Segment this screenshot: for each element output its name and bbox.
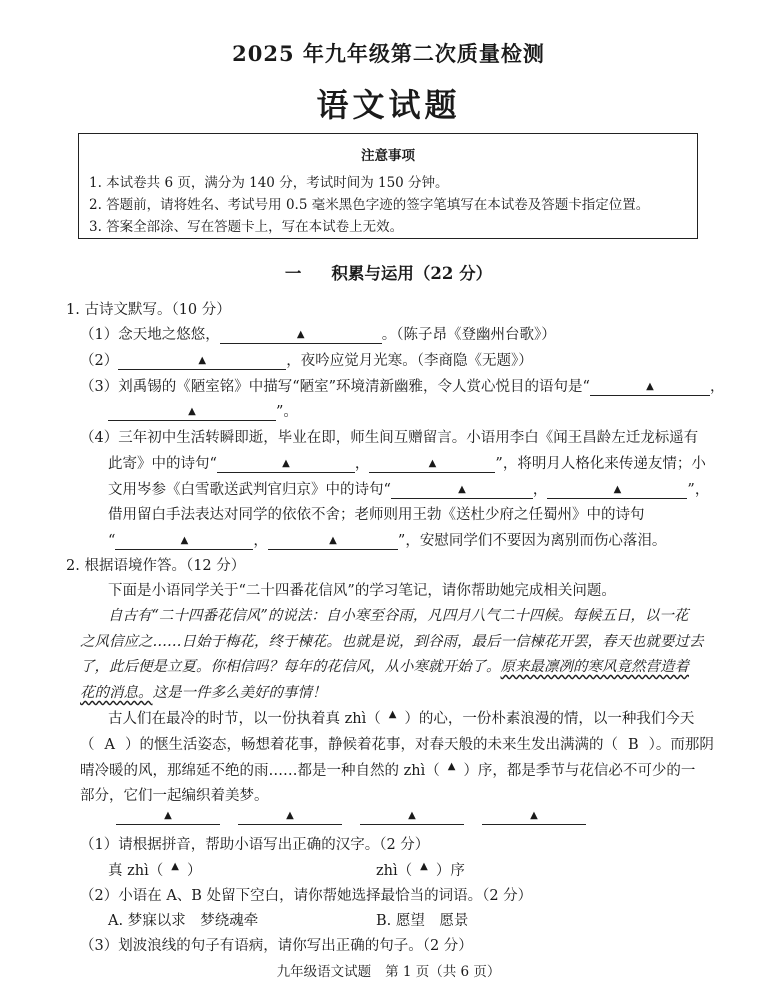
q1-p1-text: （1）念天地之悠悠， (80, 327, 220, 343)
blank-triangle-icon: ▲ (458, 484, 466, 495)
answer-blank[interactable] (360, 808, 464, 825)
q2-sub2-option-b[interactable]: B. 愿望 愿景 (376, 913, 469, 929)
q1-part1 (80, 323, 556, 344)
q2-sub2: （2）小语在 A、B 处留下空白，请你帮她选择最恰当的词语。（2 分） (80, 888, 533, 904)
answer-blank[interactable] (116, 808, 220, 825)
blank-triangle-icon: ▲ (408, 810, 416, 821)
q2-para1-line3 (80, 655, 689, 676)
notice-item-2: 2. 答题前，请将姓名、考试号用 0.5 毫米黑色字迹的签字笔填写在本试卷及答题卡指定位置。 (89, 197, 650, 213)
q2-sub2-option-a[interactable]: A. 梦寐以求 梦绕魂牵 (108, 913, 259, 929)
q2-para1-line2: 之风信应之……日始于梅花，终于楝花。也就是说，到谷雨，最后一信楝花开罢，春天也就要过去 (80, 634, 704, 650)
section-title: 积累与运用（22 分） (331, 264, 493, 283)
answer-blank[interactable] (369, 456, 495, 473)
q1-p3-text: （3）刘禹锡的《陋室铭》中描写“陋室”环境清新幽雅，令人赏心悦目的语句是“ (80, 379, 590, 395)
q1-p4-text: 此寄》中的诗句“ (108, 456, 217, 472)
punct: ”， (687, 482, 710, 498)
section-number: 一 (284, 264, 302, 283)
notice-item-3: 3. 答案全部涂、写在答题卡上，写在本试卷上无效。 (89, 219, 404, 235)
q2-para2-line3 (80, 759, 695, 780)
q1-part4-line3 (108, 478, 709, 499)
q1-p4-text: ”，将明月人格化来传递友情；小 (495, 456, 706, 472)
blank-triangle-icon: ▲ (613, 484, 622, 495)
blank-triangle-icon: ▲ (296, 329, 305, 340)
q1-part4-line5 (108, 529, 666, 550)
answer-blank[interactable] (238, 808, 342, 825)
q2-para2-line4: 部分，它们一起编织着美梦。 (80, 788, 269, 804)
q2-sub3: （3）划波浪线的句子有语病，请你写出正确的句子。（2 分） (80, 938, 473, 954)
q1-part2 (80, 349, 533, 370)
subject-title: 语文试题 (316, 86, 461, 124)
q1-p4-text: ”，安慰同学们不要因为离别而伤心落泪。 (397, 533, 667, 549)
pinyin-prompt: 真 zhì（ (108, 863, 164, 879)
blank-triangle-icon: ▲ (286, 810, 294, 821)
q2-para2-line1 (108, 707, 694, 728)
blank-triangle-icon: ▲ (447, 761, 456, 772)
q2-intro: 下面是小语同学关于“二十四番花信风”的学习笔记，请你帮助她完成相关问题。 (108, 583, 616, 599)
blank-label-a: A (104, 737, 115, 753)
q1-part4-line1: （4）三年初中生活转瞬即逝，毕业在即，师生间互赠留言。小语用李白《闻王昌龄左迁龙标遥有 (80, 430, 699, 446)
q1-part4-line4: 借用留白手法表达对同学的依依不舍；老师则用王勃《送杜少府之任蜀州》中的诗句 (108, 507, 645, 523)
blank-triangle-icon: ▲ (198, 355, 207, 366)
footer-page-number: 第 1 页（共 6 页） (385, 964, 501, 980)
para-text: ）序，都是季节与花信必不可少的一 (463, 763, 696, 779)
answer-blank[interactable] (108, 404, 276, 421)
answer-blank[interactable] (590, 379, 710, 396)
q1-stem: 1. 古诗文默写。（10 分） (66, 302, 231, 318)
exam-title: 2025 年九年级第二次质量检测 (232, 41, 545, 66)
punct: ， (532, 482, 548, 498)
answer-blank[interactable] (547, 482, 687, 499)
q1-part3-line2 (108, 400, 298, 421)
q1-p2-text: ，夜吟应觉月光寒。（李商隐《无题》） (286, 353, 533, 369)
q1-p1-source: 。（陈子昂《登幽州台歌》） (381, 327, 556, 343)
q2-stem: 2. 根据语境作答。（12 分） (66, 558, 246, 574)
blank-triangle-icon[interactable]: ▲ (420, 861, 428, 872)
blank-triangle-icon: ▲ (180, 535, 189, 546)
answer-blank[interactable] (268, 533, 398, 550)
q2-answer-blanks (116, 808, 586, 825)
blank-triangle-icon: ▲ (329, 535, 337, 546)
para-text: ）的心，一份朴素浪漫的情，以一种我们今天 (404, 711, 695, 727)
q2-sub1-answer-a (108, 859, 201, 880)
q2-para1-line4 (80, 681, 327, 702)
blank-triangle-icon: ▲ (388, 709, 397, 720)
q2-para1-line1: 自古有“二十四番花信风”的说法：自小寒至谷雨，凡四月八气二十四候。每候五日，以一花 (108, 608, 689, 624)
para-text: ）。而那阴 (648, 737, 714, 753)
pinyin-prompt: zhì（ (376, 863, 413, 879)
blank-triangle-icon: ▲ (428, 458, 437, 469)
answer-blank[interactable] (391, 482, 533, 499)
punct: ） (186, 863, 202, 879)
punct: ， (709, 379, 725, 395)
para-text: 晴冷暖的风，那绵延不绝的雨……都是一种自然的 zhì（ (80, 763, 440, 779)
wavy-underlined-sentence: 花的消息。 (80, 685, 153, 701)
punct: （ (80, 737, 95, 753)
q1-part4-line2 (108, 452, 706, 473)
answer-blank[interactable] (482, 808, 586, 825)
blank-triangle-icon: ▲ (188, 406, 196, 417)
notice-heading: 注意事项 (361, 148, 415, 164)
punct: ”。 (276, 404, 298, 420)
section-heading (0, 260, 777, 284)
q1-part3-line1 (80, 375, 724, 396)
blank-triangle-icon[interactable]: ▲ (171, 861, 179, 872)
footer-exam-name: 九年级语文试题 (276, 964, 372, 980)
para-text: 了，此后便是立夏。你相信吗？每年的花信风，从小寒就开始了。 (80, 659, 501, 675)
answer-blank[interactable] (118, 353, 286, 370)
notice-box (78, 133, 698, 239)
q1-p4-text: 文用岑参《白雪歌送武判官归京》中的诗句“ (108, 482, 391, 498)
punct: ， (253, 533, 268, 549)
blank-label-b: B (627, 737, 639, 753)
blank-triangle-icon: ▲ (646, 381, 654, 392)
punct: ）序 (435, 863, 465, 879)
punct: ， (354, 456, 370, 472)
q2-sub1: （1）请根据拼音，帮助小语写出正确的汉字。（2 分） (80, 837, 430, 853)
answer-blank[interactable] (217, 456, 355, 473)
answer-blank[interactable] (220, 327, 382, 344)
para-text: 这是一件多么美好的事情！ (152, 685, 327, 701)
answer-blank[interactable] (115, 533, 253, 550)
q1-p2-label: （2） (80, 353, 119, 369)
para-text: ）的惬生活姿态，畅想着花事，静候着花事，对春天般的未来生发出满满的（ (124, 737, 618, 753)
page-footer (0, 960, 777, 980)
blank-triangle-icon: ▲ (530, 810, 538, 821)
notice-item-1: 1. 本试卷共 6 页，满分为 140 分，考试时间为 150 分钟。 (89, 175, 449, 191)
blank-triangle-icon: ▲ (282, 458, 290, 469)
wavy-underlined-sentence: 原来最凛冽的寒风竟然营造着 (500, 659, 689, 675)
q2-para2-line2 (80, 733, 714, 754)
para-text: 古人们在最冷的时节，以一份执着真 zhì（ (108, 711, 381, 727)
blank-triangle-icon: ▲ (164, 810, 172, 821)
q2-sub1-answer-b (376, 859, 465, 880)
punct: “ (108, 533, 116, 549)
